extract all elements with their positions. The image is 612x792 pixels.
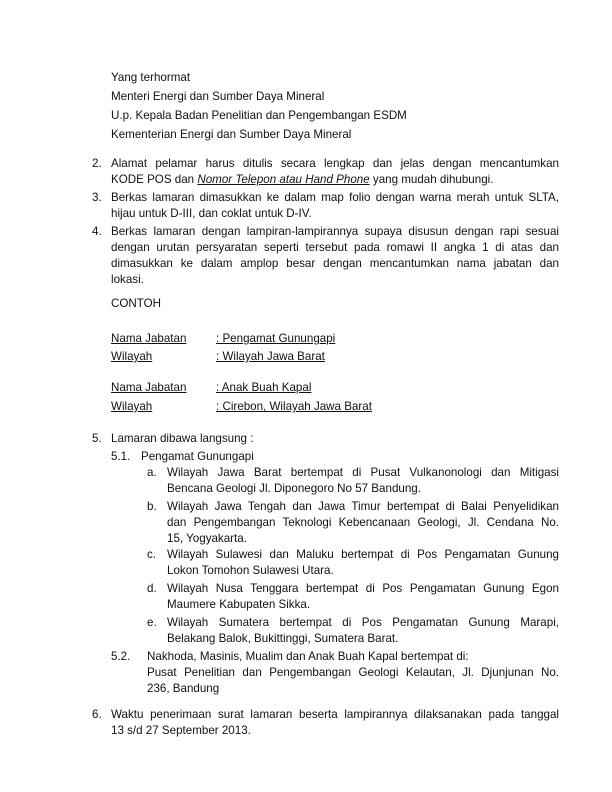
sub-5-2-title: Nakhoda, Masinis, Mualim dan Anak Buah Kapal bertempat di: <box>147 650 469 663</box>
item-5-text: Lamaran dibawa langsung : <box>111 432 254 445</box>
example-heading: CONTOH <box>111 297 162 310</box>
sub-5-2-line-2: 236, Bandung <box>147 682 220 695</box>
example-1-value-2: : Wilayah Jawa Barat <box>216 350 325 363</box>
phone-emphasis: Nomor Telepon atau Hand Phone <box>197 173 370 186</box>
item-5-number: 5. <box>92 432 102 445</box>
sub-c-line-1: Wilayah Sulawesi dan Maluku bertempat di Pos Pengamatan Gunung <box>167 548 559 561</box>
item-3-line-1: Berkas lamaran dimasukkan ke dalam map folio dengan warna merah untuk SLTA, <box>111 191 559 204</box>
item-2-number: 2. <box>92 157 102 170</box>
sub-b-number: b. <box>147 500 157 513</box>
sub-e-line-1: Wilayah Sumatera bertempat di Pos Pengamatan Gunung Marapi, <box>167 616 559 629</box>
sub-a-number: a. <box>147 466 157 479</box>
item-2-line-2c: yang mudah dihubungi. <box>369 173 494 186</box>
example-1-label-1: Nama Jabatan <box>111 332 187 345</box>
address-line-2: Menteri Energi dan Sumber Daya Mineral <box>111 90 325 103</box>
item-6-line-2: 13 s/d 27 September 2013. <box>111 724 251 737</box>
sub-e-number: e. <box>147 616 157 629</box>
item-2-line-1: Alamat pelamar harus ditulis secara lengkap dan jelas dengan mencantumkan <box>111 157 559 170</box>
sub-a-line-1: Wilayah Jawa Barat bertempat di Pusat Vulkanonologi dan Mitigasi <box>167 466 559 479</box>
sub-a-line-2: Bencana Geologi Jl. Diponegoro No 57 Bandung. <box>167 482 421 495</box>
address-line-4: Kementerian Energi dan Sumber Daya Mineral <box>111 128 352 141</box>
sub-5-1-number: 5.1. <box>111 450 131 463</box>
example-2-value-1: : Anak Buah Kapal <box>216 381 312 394</box>
item-6-number: 6. <box>92 708 102 721</box>
example-1-value-1: : Pengamat Gunungapi <box>216 332 336 345</box>
item-3-number: 3. <box>92 191 102 204</box>
sub-b-line-1: Wilayah Jawa Tengah dan Jawa Timur bertempat di Balai Penyelidikan <box>167 500 559 513</box>
example-2-value-2: : Cirebon, Wilayah Jawa Barat <box>216 400 372 413</box>
sub-c-line-2: Lokon Tomohon Sulawesi Utara. <box>167 564 334 577</box>
sub-d-number: d. <box>147 582 157 595</box>
item-4-line-1: Berkas lamaran dengan lampiran-lampirannya supaya disusun dengan rapi sesuai <box>111 225 559 238</box>
sub-c-number: c. <box>147 548 157 561</box>
example-2-label-2: Wilayah <box>111 400 153 413</box>
address-line-1: Yang terhormat <box>111 71 191 84</box>
address-line-3: U.p. Kepala Badan Penelitian dan Pengembangan ESDM <box>111 109 407 122</box>
item-4-line-3: dimasukkan ke dalam amplop besar dengan mencantumkan nama jabatan dan <box>111 257 559 270</box>
item-4-line-2: dengan urutan persyaratan seperti tersebut pada romawi II angka 1 di atas dan <box>111 241 559 254</box>
sub-b-line-2: dan Pengembangan Teknologi Kebencanaan Geologi, Jl. Cendana No. <box>167 516 559 529</box>
item-4-line-4: lokasi. <box>111 273 144 286</box>
sub-e-line-2: Belakang Balok, Bukittinggi, Sumatera Barat. <box>167 632 399 645</box>
example-1-label-2: Wilayah <box>111 350 153 363</box>
sub-5-2-number: 5.2. <box>111 650 131 663</box>
sub-d-line-1: Wilayah Nusa Tenggara bertempat di Pos Pengamatan Gunung Egon <box>167 582 559 595</box>
item-2-line-2a: KODE POS dan <box>111 173 198 186</box>
sub-d-line-2: Maumere Kabupaten Sikka. <box>167 598 311 611</box>
item-2-line-2 <box>111 172 493 188</box>
sub-5-1-title: Pengamat Gunungapi <box>141 450 254 463</box>
sub-b-line-3: 15, Yogyakarta. <box>167 532 247 545</box>
sub-5-2-line-1: Pusat Penelitian dan Pengembangan Geologi Kelautan, Jl. Djunjunan No. <box>147 666 559 679</box>
item-3-line-2: hijau untuk D-III, dan coklat untuk D-IV. <box>111 207 312 220</box>
example-2-label-1: Nama Jabatan <box>111 381 187 394</box>
item-6-line-1: Waktu penerimaan surat lamaran beserta lampirannya dilaksanakan pada tanggal <box>111 708 559 721</box>
item-4-number: 4. <box>92 225 102 238</box>
